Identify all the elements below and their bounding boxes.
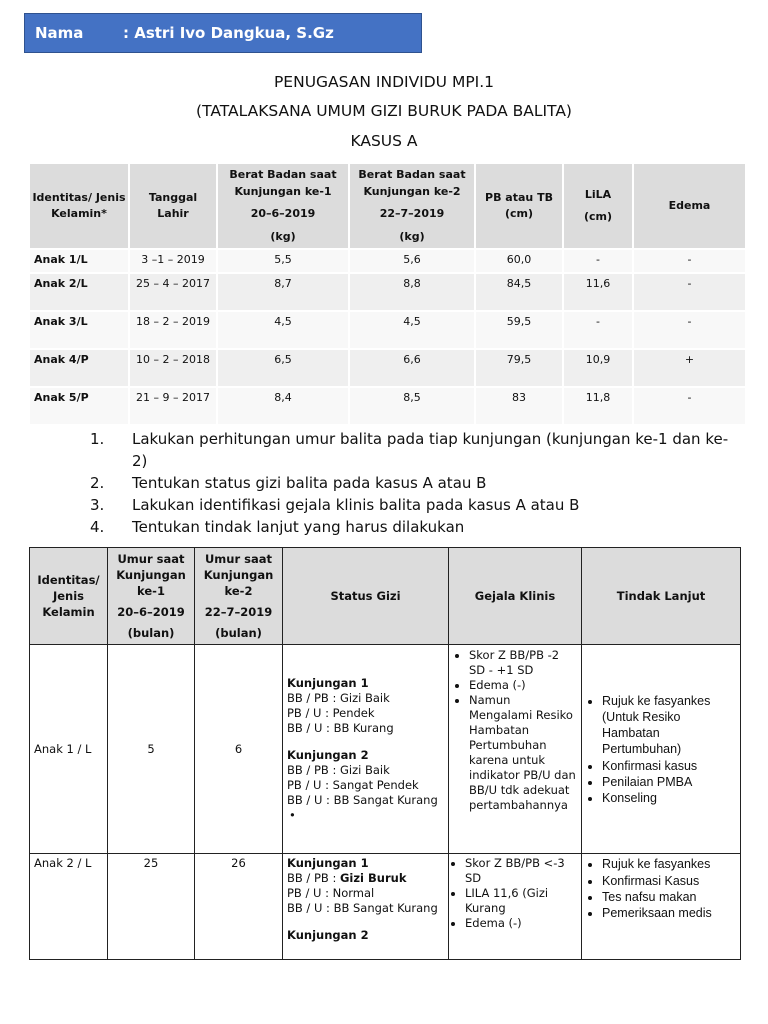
header-identitas: Identitas/ Jenis Kelamin — [30, 548, 108, 645]
list-item: • Pemeriksaan medis — [602, 905, 736, 921]
task-item: 1. Lakukan perhitungan umur balita pada tiap kunjungan (kunjungan ke-1 dan ke-2) — [90, 430, 729, 470]
document-title: PENUGASAN INDIVIDU MPI.1 — [273, 73, 495, 91]
child-data-table — [28, 162, 747, 426]
gejala-klinis-cell — [449, 854, 582, 960]
header-umur-1: Umur saat Kunjungan ke-1 20–6–2019 (bulan) — [108, 548, 195, 645]
header-umur-2: Umur saat Kunjungan ke-2 22–7–2019 (bulan) — [195, 548, 283, 645]
list-item: • Skor Z BB/PB <-3 SD — [465, 856, 577, 886]
status-gizi-cell: Kunjungan 1 BB / PB : Gizi Buruk PB / U : Normal BB / U : BB Sangat Kurang Kunjungan 2 — [283, 854, 449, 960]
list-item: • Namun Mengalami Resiko Hambatan Pertumbuhan karena untuk indikator PB/U dan BB/U tdk adekuat pertambahannya — [469, 693, 577, 813]
header-pb-tb: PB atau TB (cm) — [476, 164, 562, 248]
age-visit-1: 25 — [108, 854, 195, 960]
tindak-lanjut-cell — [582, 854, 741, 960]
table-row — [30, 645, 741, 854]
age-visit-2: 26 — [195, 854, 283, 960]
document-subtitle: (TATALAKSANA UMUM GIZI BURUK PADA BALITA) — [196, 102, 572, 120]
table-row — [30, 854, 741, 960]
task-list — [52, 428, 742, 538]
header-status-gizi: Status Gizi — [283, 548, 449, 645]
table-row: Anak 2/L 25 – 4 – 2017 8,7 8,8 84,5 11,6 - — [30, 274, 745, 310]
table-row: Anak 4/P 10 – 2 – 2018 6,5 6,6 79,5 10,9 + — [30, 350, 745, 386]
header-edema: Edema — [634, 164, 745, 248]
list-item: • Penilaian PMBA — [602, 774, 736, 790]
case-title: KASUS A — [350, 132, 418, 150]
header-bb-2: Berat Badan saat Kunjungan ke-2 22–7–2019 (kg) — [350, 164, 474, 248]
task-item: 3. Lakukan identifikasi gejala klinis balita pada kasus A atau B — [90, 496, 580, 514]
tindak-lanjut-cell — [582, 645, 741, 854]
table-row: Anak 1/L 3 –1 – 2019 5,5 5,6 60,0 - - — [30, 250, 745, 272]
name-label: Nama — [35, 24, 84, 42]
gejala-klinis-cell — [449, 645, 582, 854]
table-row: Anak 3/L 18 – 2 – 2019 4,5 4,5 59,5 - - — [30, 312, 745, 348]
header-identitas: Identitas/ Jenis Kelamin* — [30, 164, 128, 248]
task-item: 2. Tentukan status gizi balita pada kasus A atau B — [90, 474, 487, 492]
header-tanggal-lahir: Tanggal Lahir — [130, 164, 216, 248]
table-header-row — [30, 548, 741, 645]
list-item: • Rujuk ke fasyankes — [602, 856, 736, 872]
list-item: • Skor Z BB/PB -2 SD - +1 SD — [469, 648, 577, 678]
list-item: • LILA 11,6 (Gizi Kurang — [465, 886, 577, 916]
status-gizi-cell: Kunjungan 1 BB / PB : Gizi Baik PB / U : Pendek BB / U : BB Kurang Kunjungan 2 BB / PB : Gizi Baik PB / U : Sangat Pendek BB / U : BB Sangat Kurang • — [283, 645, 449, 854]
list-item: • Konseling — [602, 790, 736, 806]
list-item: • Edema (-) — [465, 916, 577, 931]
header-tindak-lanjut: Tindak Lanjut — [582, 548, 741, 645]
name-banner — [24, 13, 422, 53]
name-value: : Astri Ivo Dangkua, S.Gz — [123, 24, 334, 42]
assessment-table — [29, 547, 741, 960]
list-item: • Konfirmasi kasus — [602, 758, 736, 774]
header-bb-1: Berat Badan saat Kunjungan ke-1 20–6–2019 (kg) — [218, 164, 348, 248]
list-item: • Rujuk ke fasyankes (Untuk Resiko Hambatan Pertumbuhan) — [602, 693, 736, 758]
row-identity: Anak 2 / L — [30, 854, 108, 960]
table-header-row — [30, 164, 745, 248]
header-lila: LiLA (cm) — [564, 164, 632, 248]
table-row: Anak 5/P 21 – 9 – 2017 8,4 8,5 83 11,8 - — [30, 388, 745, 424]
age-visit-1: 5 — [108, 645, 195, 854]
task-item: 4. Tentukan tindak lanjut yang harus dilakukan — [90, 518, 465, 536]
row-identity: Anak 1 / L — [30, 645, 108, 854]
list-item: • Konfirmasi Kasus — [602, 873, 736, 889]
header-gejala-klinis: Gejala Klinis — [449, 548, 582, 645]
age-visit-2: 6 — [195, 645, 283, 854]
list-item: • Tes nafsu makan — [602, 889, 736, 905]
list-item: • Edema (-) — [469, 678, 577, 693]
